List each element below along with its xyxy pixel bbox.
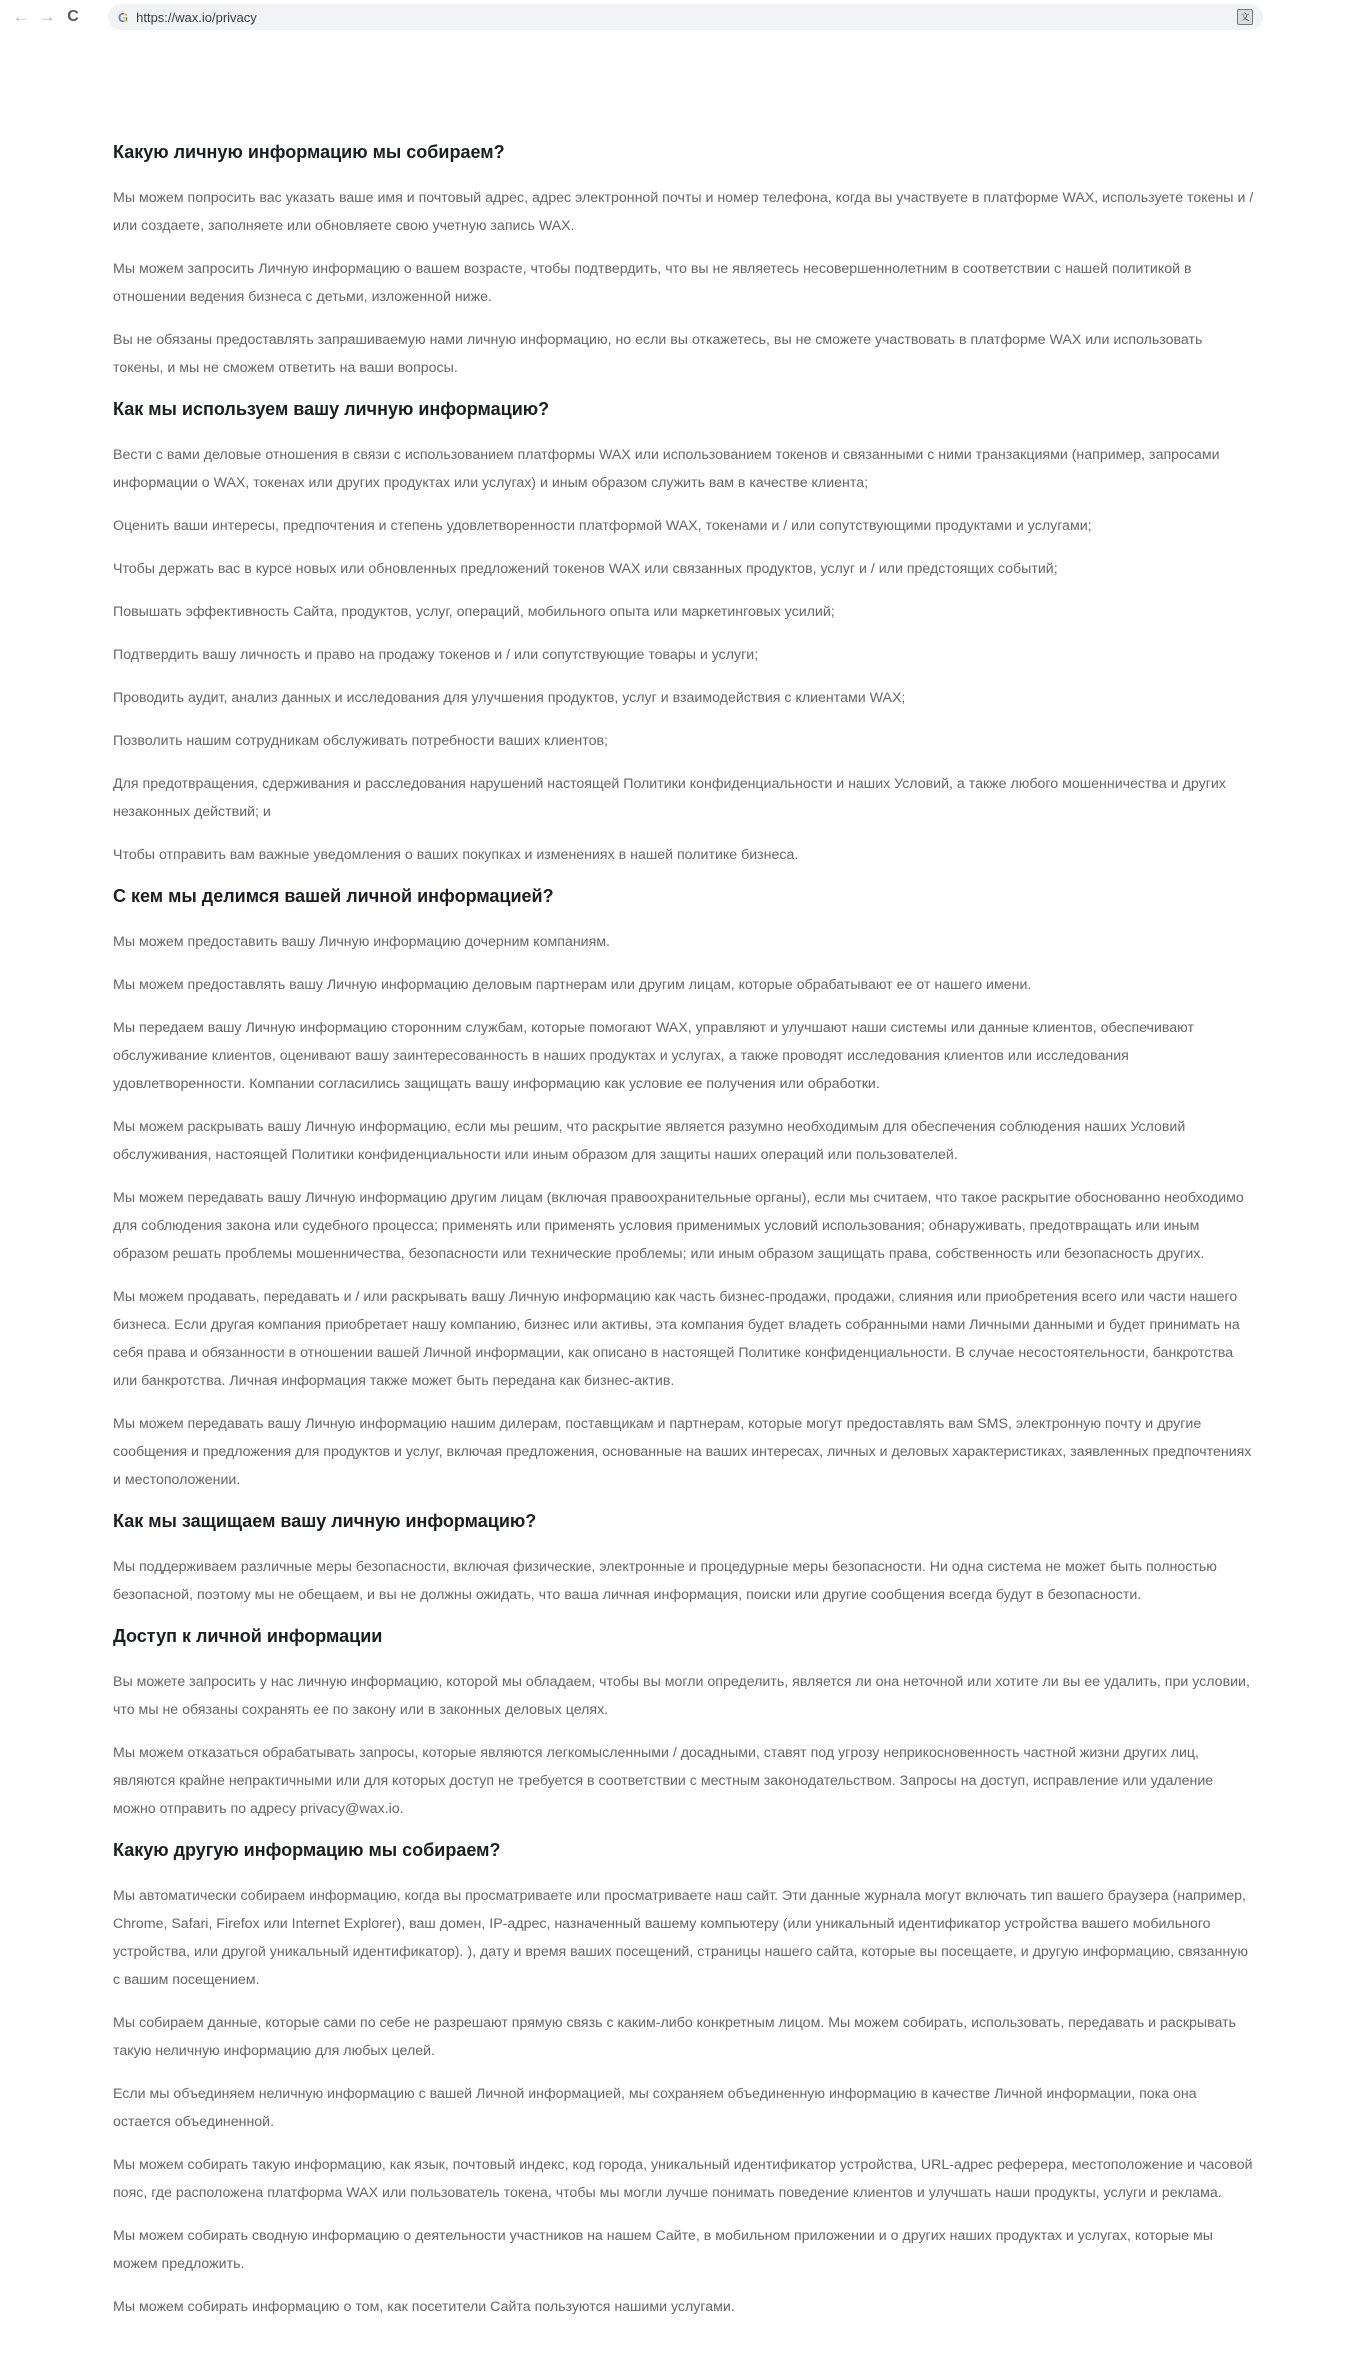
paragraph: Мы можем предоставить вашу Личную информацию дочерним компаниям.: [113, 934, 610, 950]
paragraph: Вы не обязаны предоставлять запрашиваемую нами личную информацию, но если вы откажетесь, вы не сможете участвовать в платформе WAX или использовать токены, и мы не сможем ответить на ваши вопросы.: [113, 332, 1203, 376]
privacy-content: [0, 34, 1260, 2376]
paragraph: Мы передаем вашу Личную информацию сторонним службам, которые помогают WAX, управляют и улучшают наши системы или данные клиентов, обеспечивают обслуживание клиентов, оценивают вашу заинтересованность в наших продуктах и услугах, а также проводят исследования клиентов или исследования удовлетворенности. Компании согласились защищать вашу информацию как условие ее получения или обработки.: [113, 1020, 1194, 1092]
reload-icon[interactable]: C: [67, 8, 79, 25]
paragraph: Мы можем предоставлять вашу Личную информацию деловым партнерам или другим лицам, которые обрабатывают ее от нашего имени.: [113, 977, 1032, 993]
section-personal-info-collected: [113, 140, 1260, 382]
paragraph: Мы можем попросить вас указать ваше имя и почтовый адрес, адрес электронной почты и номер телефона, когда вы участвуете в платформе WAX, используете токены и / или создаете, заполняете или обновляете свою учетную запись WAX.: [113, 190, 1254, 234]
back-arrow-icon[interactable]: ←: [12, 7, 30, 26]
paragraph: Повышать эффективность Сайта, продуктов, услуг, операций, мобильного опыта или маркетинговых усилий;: [113, 604, 835, 620]
paragraph: Мы собираем данные, которые сами по себе не разрешают прямую связь с каким-либо конкретным лицом. Мы можем собирать, использовать, передавать и раскрывать такую неличную информацию для любых целей.: [113, 2015, 1236, 2059]
paragraph: Для предотвращения, сдерживания и расследования нарушений настоящей Политики конфиденциальности и наших Условий, а также любого мошенничества и других незаконных действий; и: [113, 776, 1226, 820]
browser-toolbar: [0, 0, 1346, 34]
paragraph: Чтобы отправить вам важные уведомления о ваших покупках и изменениях в нашей политике бизнеса.: [113, 847, 799, 863]
paragraph: Мы можем передавать вашу Личную информацию нашим дилерам, поставщикам и партнерам, которые могут предоставлять вам SMS, электронную почту и другие сообщения и предложения для продуктов и услуг, включая предложения, основанные на ваших интересах, личных и деловых характеристиках, заявленных предпочтениях и местоположении.: [113, 1416, 1252, 1488]
paragraph: Мы автоматически собираем информацию, когда вы просматриваете или просматриваете наш сайт. Эти данные журнала могут включать тип вашего браузера (например, Chrome, Safari, Firefox или Internet Explorer), ваш домен, IP-адрес, назначенный вашему компьютеру (или уникальный идентификатор устройства вашего мобильного устройства, или другой уникальный идентификатор). ), дату и время ваших посещений, страницы нашего сайта, которые вы посещаете, и другую информацию, связанную с вашим посещением.: [113, 1888, 1248, 1988]
paragraph: Мы можем передавать вашу Личную информацию другим лицам (включая правоохранительные органы), если мы считаем, что такое раскрытие обоснованно необходимо для соблюдения закона или судебного процесса; применять или применять условия применимых условий использования; обнаруживать, предотвращать или иным образом решать проблемы мошенничества, безопасности или технические проблемы; или иным образом защищать права, собственность или безопасность других.: [113, 1190, 1244, 1262]
paragraph: Чтобы держать вас в курсе новых или обновленных предложений токенов WAX или связанных продуктов, услуг и / или предстоящих событий;: [113, 561, 1058, 577]
paragraph: Позволить нашим сотрудникам обслуживать потребности ваших клиентов;: [113, 733, 608, 749]
address-bar[interactable]: [108, 4, 1263, 30]
paragraph: Мы можем запросить Личную информацию о вашем возрасте, чтобы подтвердить, что вы не являетесь несовершеннолетним в соответствии с нашей политикой в отношении ведения бизнеса с детьми, изложенной ниже.: [113, 261, 1192, 305]
paragraph: Вы можете запросить у нас личную информацию, которой мы обладаем, чтобы вы могли определить, является ли она неточной или хотите ли вы ее удалить, при условии, что мы не обязаны сохранять ее по закону или в законных деловых целях.: [113, 1674, 1250, 1718]
translate-icon[interactable]: 文: [1237, 9, 1253, 25]
forward-arrow-icon[interactable]: →: [38, 7, 56, 26]
url-text[interactable]: https://wax.io/privacy: [136, 9, 257, 25]
paragraph: Мы можем собирать сводную информацию о деятельности участников на нашем Сайте, в мобильном приложении и о других наших продуктах и услугах, которые мы можем предложить.: [113, 2228, 1213, 2272]
paragraph: Оценить ваши интересы, предпочтения и степень удовлетворенности платформой WAX, токенами и / или сопутствующими продуктами и услугами;: [113, 518, 1092, 534]
google-icon: G: [118, 9, 129, 25]
paragraph: Мы поддерживаем различные меры безопасности, включая физические, электронные и процедурные меры безопасности. Ни одна система не может быть полностью безопасной, поэтому мы не обещаем, и вы не должны ожидать, что ваша личная информация, поиски или другие сообщения всегда будут в безопасности.: [113, 1559, 1217, 1603]
paragraph: Мы можем отказаться обрабатывать запросы, которые являются легкомысленными / досадными, ставят под угрозу неприкосновенность частной жизни других лиц, являются крайне непрактичными или для которых доступ не требуется в соответствии с местным законодательством. Запросы на доступ, исправление или удаление можно отправить по адресу privacy@wax.io.: [113, 1745, 1214, 1817]
section-other-info-collected: [113, 1838, 1260, 2321]
paragraph: Вести с вами деловые отношения в связи с использованием платформы WAX или использованием токенов и связанными с ними транзакциями (например, запросами информации о WAX, токенах или других продуктах или услугах) и иным образом служить вам в качестве клиента;: [113, 447, 1220, 491]
paragraph: Мы можем раскрывать вашу Личную информацию, если мы решим, что раскрытие является разумно необходимым для обеспечения соблюдения наших Условий обслуживания, настоящей Политики конфиденциальности или иным образом для защиты наших операций или пользователей.: [113, 1119, 1186, 1163]
section-heading: Какую личную информацию мы собираем?: [113, 142, 505, 162]
paragraph: Проводить аудит, анализ данных и исследования для улучшения продуктов, услуг и взаимодействия с клиентами WAX;: [113, 690, 906, 706]
section-who-we-share-with: [113, 884, 1260, 1494]
section-heading: Какую другую информацию мы собираем?: [113, 1840, 501, 1860]
section-access-to-info: [113, 1624, 1260, 1823]
section-heading: Как мы защищаем вашу личную информацию?: [113, 1511, 537, 1531]
section-heading: С кем мы делимся вашей личной информацией?: [113, 886, 554, 906]
paragraph: Подтвердить вашу личность и право на продажу токенов и / или сопутствующие товары и услуги;: [113, 647, 759, 663]
paragraph: Если мы объединяем неличную информацию с вашей Личной информацией, мы сохраняем объединенную информацию в качестве Личной информации, пока она остается объединенной.: [113, 2086, 1197, 2130]
paragraph: Мы можем продавать, передавать и / или раскрывать вашу Личную информацию как часть бизнес-продажи, продажи, слияния или приобретения всего или части нашего бизнеса. Если другая компания приобретает нашу компанию, бизнес или активы, эта компания будет владеть собранными нами Личными данными и будет принимать на себя права и обязанности в отношении вашей Личной информации, как описано в настоящей Политике конфиденциальности. В случае несостоятельности, банкротства или банкротства. Личная информация также может быть передана как бизнес-актив.: [113, 1289, 1240, 1389]
section-heading: Как мы используем вашу личную информацию?: [113, 399, 550, 419]
paragraph: Мы можем собирать такую информацию, как язык, почтовый индекс, код города, уникальный идентификатор устройства, URL-адрес реферера, местоположение и часовой пояс, где расположена платформа WAX или пользователь токена, чтобы мы могли лучше понимать поведение клиентов и улучшать наши продукты, услуги и реклама.: [113, 2157, 1253, 2201]
section-how-we-protect: [113, 1509, 1260, 1609]
paragraph: Мы можем собирать информацию о том, как посетители Сайта пользуются нашими услугами.: [113, 2299, 735, 2315]
section-how-we-use: [113, 397, 1260, 869]
section-heading: Доступ к личной информации: [113, 1626, 383, 1646]
